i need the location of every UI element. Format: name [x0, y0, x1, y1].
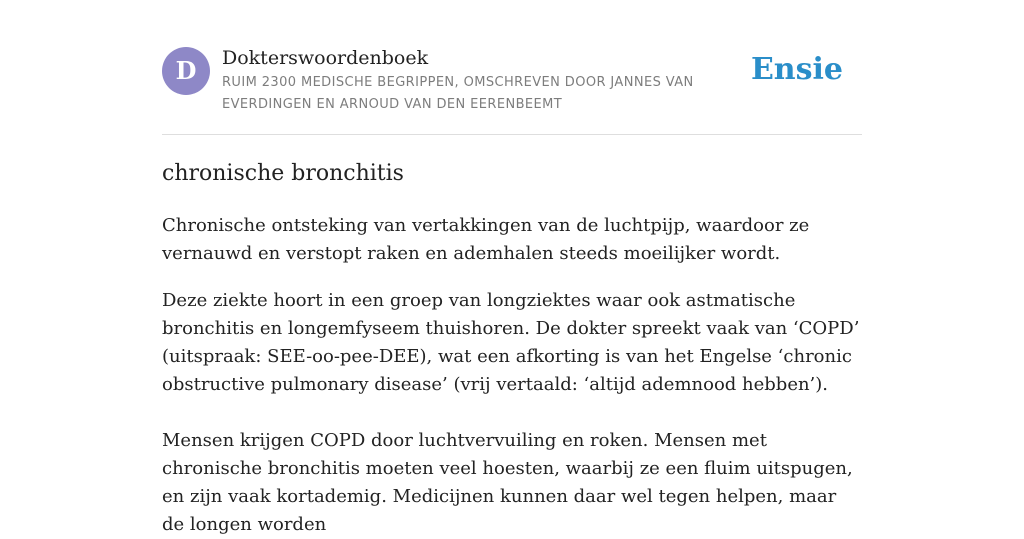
- source-subtitle: RUIM 2300 MEDISCHE BEGRIPPEN, OMSCHREVEN DOOR JANNES VAN EVERDINGEN EN ARNOUD VAN DEN EERENBEEMT: [222, 75, 694, 112]
- entry-term-title: chronische bronchitis: [162, 161, 404, 186]
- definition-paragraph-1: Chronische ontsteking van vertakkingen van de luchtpijp, waardoor ze vernauwd en verstopt raken en ademhalen steeds moeilijker wordt.: [162, 215, 810, 264]
- definition-paragraph-3: Mensen krijgen COPD door luchtvervuiling en roken. Mensen met chronische bronchitis moeten veel hoesten, waarbij ze een fluim uitspugen, en zijn vaak kortademig. Medicijnen kunnen daar wel tegen helpen, maar de longen worden: [162, 430, 853, 535]
- definition-paragraph-2: Deze ziekte hoort in een groep van longziektes waar ook astmatische bronchitis en longemfyseem thuishoren. De dokter spreekt vaak van ‘COPD’ (uitspraak: SEE-oo-pee-DEE), wat een afkorting is van het Engelse ‘chronic obstructive pulmonary disease’ (vrij vertaald: ‘altijd ademnood hebben’).: [162, 290, 860, 395]
- entry-page: [162, 0, 862, 535]
- source-title-link[interactable]: Dokterswoordenboek: [222, 47, 429, 69]
- source-header: [162, 0, 862, 135]
- entry-definition: [162, 212, 862, 539]
- source-avatar[interactable]: D: [162, 47, 210, 95]
- ensie-logo-link[interactable]: Ensie: [750, 52, 843, 87]
